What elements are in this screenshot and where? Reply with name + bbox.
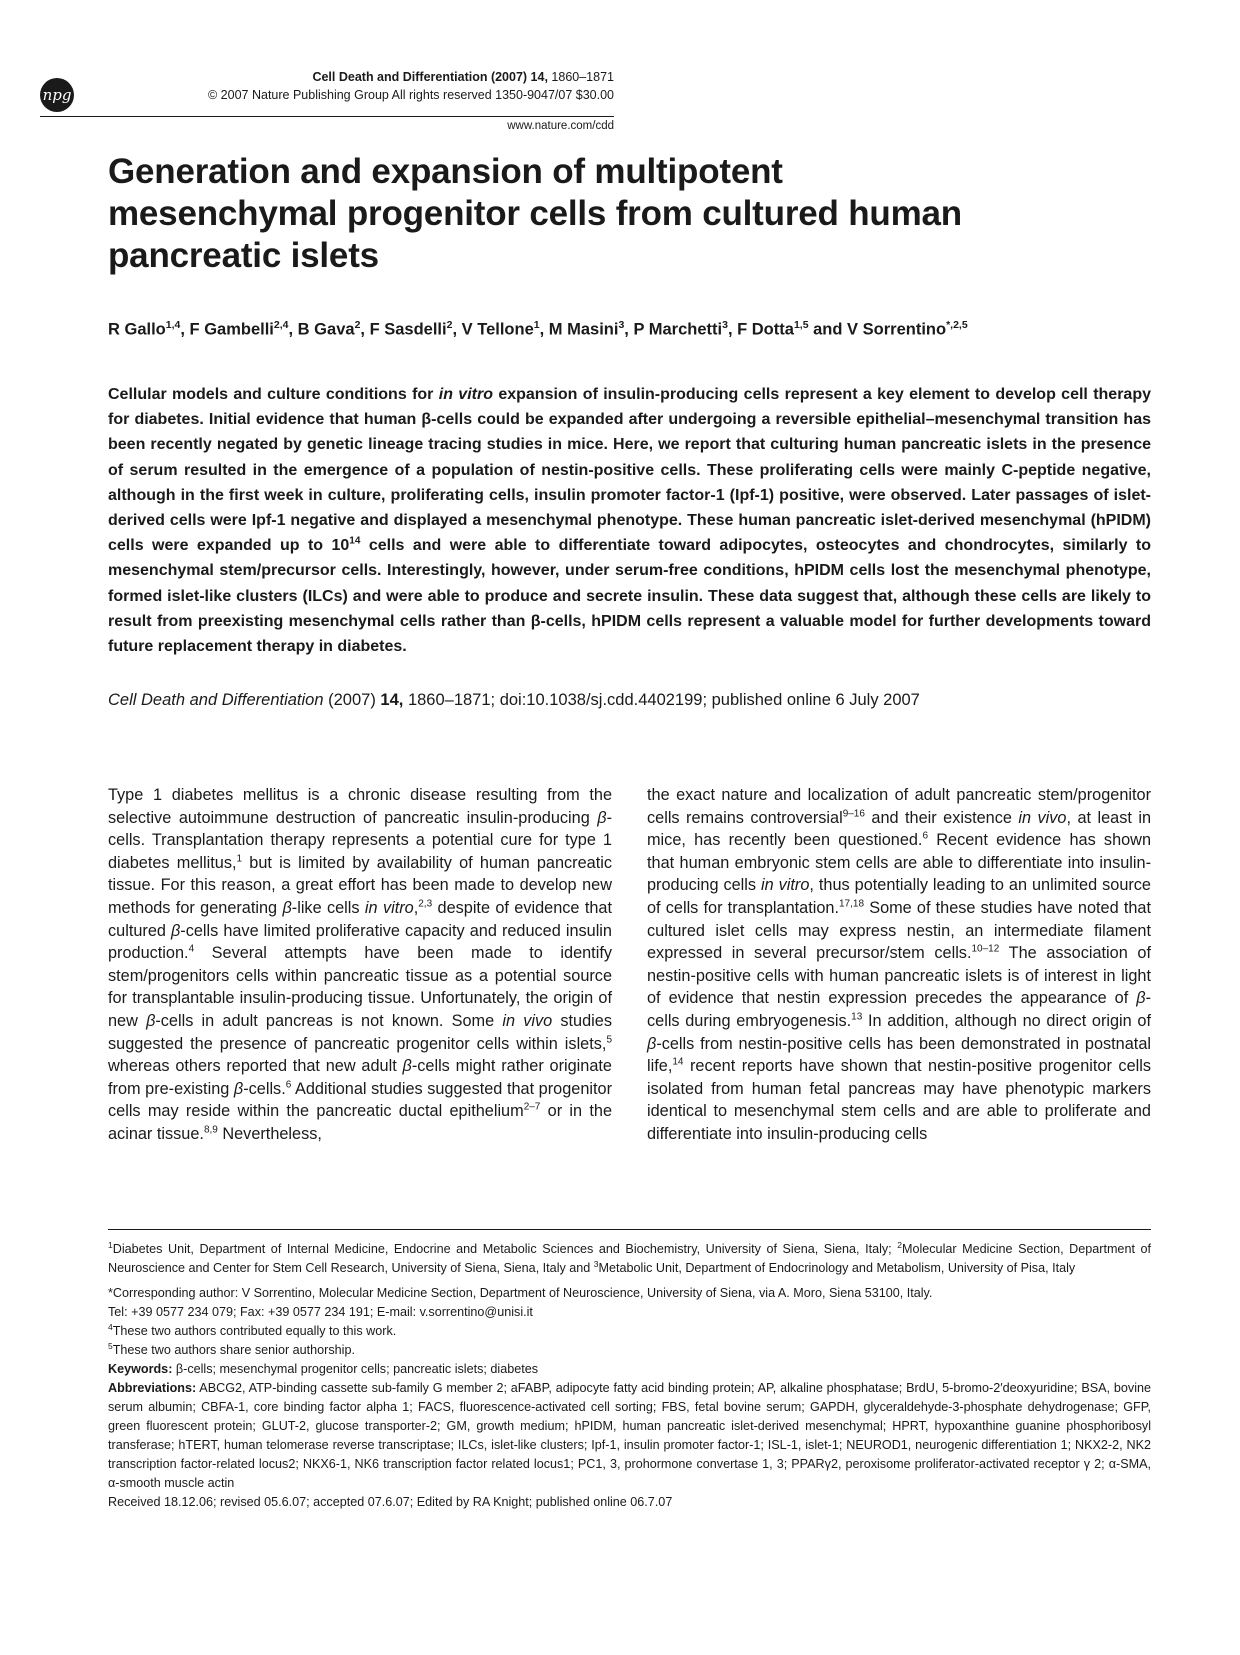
body-superscript: 6: [285, 1079, 292, 1091]
keywords-text: β-cells; mesenchymal progenitor cells; pancreatic islets; diabetes: [172, 1362, 539, 1376]
footnotes: [108, 1240, 1151, 1512]
body-text: or in the acinar tissue.: [108, 1102, 613, 1143]
body-superscript: 8,9: [203, 1124, 218, 1136]
body-italic: in vivo: [1018, 808, 1067, 827]
body-text: -like cells: [291, 898, 365, 917]
citation-year: (2007): [323, 691, 381, 709]
affiliation-text: Metabolic Unit, Department of Endocrinology and Metabolism, University of Pisa, Italy: [598, 1261, 1076, 1275]
abstract: [108, 382, 1151, 659]
body-text: whereas others reported that new adult: [108, 1057, 403, 1076]
body-italic: in vivo: [502, 1011, 553, 1030]
body-text: -cells from nestin-positive cells has been demonstrated in postnatal life,: [647, 1034, 1151, 1076]
citation-volume: 14,: [380, 691, 404, 709]
body-superscript: 17,18: [839, 898, 865, 910]
body-text: Type 1 diabetes mellitus is a chronic disease resulting from the selective autoimmune destruction of pancreatic insulin-producing: [108, 786, 612, 827]
body-superscript: 4: [188, 943, 195, 955]
abstract-text: Cellular models and culture conditions for: [108, 386, 439, 403]
author-name: , V Tellone: [452, 320, 534, 339]
body-column-left: [108, 784, 612, 1146]
author-name: R Gallo: [108, 320, 166, 339]
author-affiliation-marker: 1,5: [793, 319, 809, 331]
author-name: , M Masini: [539, 320, 619, 339]
body-superscript: 6: [922, 830, 929, 842]
body-text: -cells during embryogenesis.: [647, 989, 1151, 1030]
affiliation-superscript: 2: [897, 1239, 902, 1250]
body-text: , thus potentially leading to an unlimited source of cells for transplantation.: [647, 876, 1151, 917]
author-name: , F Dotta: [727, 320, 794, 339]
body-italic: β: [170, 921, 181, 940]
body-text: , at least in mice, has recently been questioned.: [647, 808, 1151, 850]
abbreviations-text: ABCG2, ATP-binding cassette sub-family G member 2; aFABP, adipocyte fatty acid binding protein; AP, alkaline phosphatase; BrdU, 5-bromo-2′deoxyuridine; BSA, bovine serum albumin; CBFA-1, core binding factor alpha 1; FACS, fluorescence-activated cell sorting; FBS, fetal bovine serum; GAPDH, glyceraldehyde-3-phosphate dehydrogenase; GFP, green fluorescent protein; GLUT-2, glucose transporter-2; GM, growth medium; hPIDM, human pancreatic islet-derived mesenchymal; HPRT, hypoxanthine guanine phosphoribosyl transferase; hTERT, human telomerase reverse transcriptase; ILCs, islet-like clusters; Ipf-1, insulin promoter factor-1; ISL-1, islet-1; NEUROD1, neurogenic differentiation 1; NKX2-2, NK2 transcription factor-related locus2; NKX6-1, NK6 transcription factor related locus1; PC1, 3, prohormone convertase 1, 3; PPARγ2, peroxisome proliferator-activated receptor γ 2; α-SMA, α-smooth muscle actin: [108, 1381, 1151, 1490]
body-text: -cells in adult pancreas is not known. Some: [155, 1011, 503, 1030]
body-text: The association of nestin-positive cells with human pancreatic islets is of interest in light of evidence that nestin expression precedes the appearance of: [647, 944, 1151, 1008]
citation-details: 1860–1871; doi:10.1038/sj.cdd.4402199; published online 6 July 2007: [403, 691, 920, 709]
author-name: , B Gava: [288, 320, 355, 339]
author-affiliation-marker: 1: [533, 319, 540, 331]
author-affiliation-marker: 3: [722, 319, 728, 331]
abstract-superscript: 14: [349, 535, 361, 547]
body-superscript: 9–16: [842, 808, 865, 820]
affiliation-text: Molecular Medicine Section, Department of Neuroscience and Center for Stem Cell Research, University of Siena, Siena, Italy and: [108, 1242, 1152, 1275]
footnote-superscript: 4: [108, 1321, 113, 1332]
body-text: ,: [413, 898, 419, 917]
title-line: pancreatic islets: [108, 236, 379, 275]
footnote-text: These two authors share senior authorship.: [112, 1343, 355, 1357]
body-text: Nevertheless,: [217, 1124, 322, 1143]
body-text: the exact nature and localization of adult pancreatic stem/progenitor cells remains controversial: [647, 786, 1151, 827]
author-affiliation-marker: 1,4: [165, 319, 181, 331]
body-italic: β: [402, 1057, 412, 1076]
author-affiliation-marker: *,2,5: [946, 319, 968, 331]
body-superscript: 13: [851, 1011, 863, 1023]
body-italic: in vitro: [364, 898, 414, 917]
body-superscript: 14: [672, 1056, 684, 1068]
abbreviations: [108, 1379, 1151, 1493]
body-text: Recent evidence has shown that human embryonic stem cells are able to differentiate into insulin-producing cells: [647, 831, 1151, 895]
copyright-line: © 2007 Nature Publishing Group All rights reserved 1350-9047/07 $30.00: [208, 88, 614, 102]
header-rule: [40, 116, 614, 117]
body-text: -cells have limited proliferative capacity and reduced insulin production.: [108, 921, 612, 963]
author-affiliation-marker: 2,4: [273, 319, 289, 331]
footnote-rule: [108, 1229, 1151, 1230]
abstract-italic: in vitro: [438, 386, 493, 403]
body-text: -cells might rather originate from pre-existing: [108, 1057, 612, 1098]
body-text: studies suggested the presence of pancreatic progenitor cells within islets,: [108, 1011, 612, 1053]
body-text: and their existence: [864, 808, 1019, 827]
affiliation-superscript: 3: [593, 1258, 599, 1269]
body-superscript: 1: [236, 853, 243, 865]
body-text: Additional studies suggested that progenitor cells may reside within the pancreatic ductal epithelium: [108, 1079, 612, 1121]
body-text: -cells. Transplantation therapy represents a potential cure for type 1 diabetes mellitus,: [108, 808, 612, 872]
body-superscript: 2,3: [418, 898, 433, 910]
affiliation-text: Diabetes Unit, Department of Internal Medicine, Endocrine and Metabolic Sciences and Biochemistry, University of Siena, Siena, Italy;: [112, 1242, 898, 1256]
author-name: , F Gambelli: [180, 320, 274, 339]
keywords: [108, 1360, 1151, 1379]
body-italic: in vitro: [761, 876, 810, 895]
body-column-right: [647, 784, 1151, 1146]
body-italic: β: [647, 1034, 657, 1053]
body-text: -cells.: [243, 1079, 286, 1098]
title-line: Generation and expansion of multipotent: [108, 152, 783, 191]
author-list: [108, 319, 1168, 340]
abstract-text: cells and were able to differentiate toward adipocytes, osteocytes and chondrocytes, similarly to mesenchymal stem/precursor cells. Interestingly, however, under serum-free conditions, hPIDM cells lost the mesenchymal phenotype, formed islet-like clusters (ILCs) and were able to produce and secrete insulin. These data suggest that, although these cells are likely to result from preexisting mesenchymal cells rather than β-cells, hPIDM cells represent a valuable model for further developments toward future replacement therapy in diabetes.: [108, 537, 1151, 656]
body-italic: β: [282, 898, 292, 917]
journal-website-link[interactable]: www.nature.com/cdd: [507, 120, 614, 132]
body-italic: β: [146, 1011, 156, 1030]
footnote-5: [108, 1341, 1151, 1360]
affiliation-superscript: 1: [108, 1239, 113, 1250]
author-name: , P Marchetti: [624, 320, 723, 339]
npg-logo: npg: [40, 78, 74, 112]
body-italic: β: [233, 1079, 244, 1098]
body-text: despite of evidence that cultured: [108, 898, 612, 940]
body-text: In addition, although no direct origin of: [862, 1011, 1151, 1030]
journal-name: Cell Death and Differentiation (2007) 14,: [312, 70, 548, 84]
footnote-superscript: 5: [108, 1340, 113, 1351]
body-italic: β: [1136, 989, 1146, 1008]
corresponding-author: *Corresponding author: V Sorrentino, Molecular Medicine Section, Department of Neuroscience, University of Siena, via A. Moro, Siena 53100, Italy.: [108, 1286, 933, 1300]
body-text: Some of these studies have noted that cultured islet cells may express nestin, an intermediate filament expressed in several precursor/stem cells.: [647, 898, 1151, 963]
body-superscript: 10–12: [971, 943, 1000, 955]
abstract-text: expansion of insulin-producing cells represent a key element to develop cell therapy for diabetes. Initial evidence that human β-cells could be expanded after undergoing a reversible epithelial–mesenchymal transition has been recently negated by genetic lineage tracing studies in mice. Here, we report that culturing human pancreatic islets in the presence of serum resulted in the emergence of a population of nestin-positive cells. These proliferating cells were mainly C-peptide negative, although in the first week in culture, proliferating cells, insulin promoter factor-1 (Ipf-1) positive, were observed. Later passages of islet-derived cells were Ipf-1 negative and displayed a mesenchymal phenotype. These human pancreatic islet-derived mesenchymal (hPIDM) cells were expanded up to 10: [108, 386, 1152, 555]
article-title: [108, 151, 1088, 277]
keywords-label: Keywords:: [108, 1362, 173, 1376]
body-italic: β: [597, 808, 607, 827]
citation-line: [108, 689, 1151, 711]
body-superscript: 5: [606, 1034, 612, 1046]
received-dates: Received 18.12.06; revised 05.6.07; accepted 07.6.07; Edited by RA Knight; published online 06.7.07: [108, 1495, 673, 1509]
contact-info: Tel: +39 0577 234 079; Fax: +39 0577 234 191; E-mail: v.sorrentino@unisi.it: [108, 1305, 533, 1319]
author-name: and V Sorrentino: [808, 320, 947, 339]
body-superscript: 2–7: [523, 1101, 541, 1113]
journal-pages: 1860–1871: [551, 70, 614, 84]
footnote-text: These two authors contributed equally to this work.: [112, 1324, 397, 1338]
affiliations: [108, 1240, 1151, 1278]
author-affiliation-marker: 2: [354, 319, 361, 331]
journal-line: [312, 70, 614, 84]
title-line: mesenchymal progenitor cells from cultured human: [108, 194, 962, 233]
author-affiliation-marker: 3: [618, 319, 625, 331]
body-text: recent reports have shown that nestin-positive progenitor cells isolated from human fetal pancreas may have phenotypic markers identical to mesenchymal stem cells and are able to proliferate and differentiate into insulin-producing cells: [647, 1057, 1151, 1143]
citation-journal: Cell Death and Differentiation: [108, 691, 324, 709]
author-affiliation-marker: 2: [446, 319, 453, 331]
abbreviations-label: Abbreviations:: [108, 1381, 197, 1395]
body-text: Several attempts have been made to identify stem/progenitors cells within pancreatic tissue as a potential source for transplantable insulin-producing tissue. Unfortunately, the origin of new: [108, 944, 612, 1030]
footnote-4: [108, 1322, 1151, 1341]
author-name: , F Sasdelli: [360, 320, 447, 339]
body-text: but is limited by availability of human pancreatic tissue. For this reason, a great effort has been made to develop new methods for generating: [108, 853, 612, 917]
